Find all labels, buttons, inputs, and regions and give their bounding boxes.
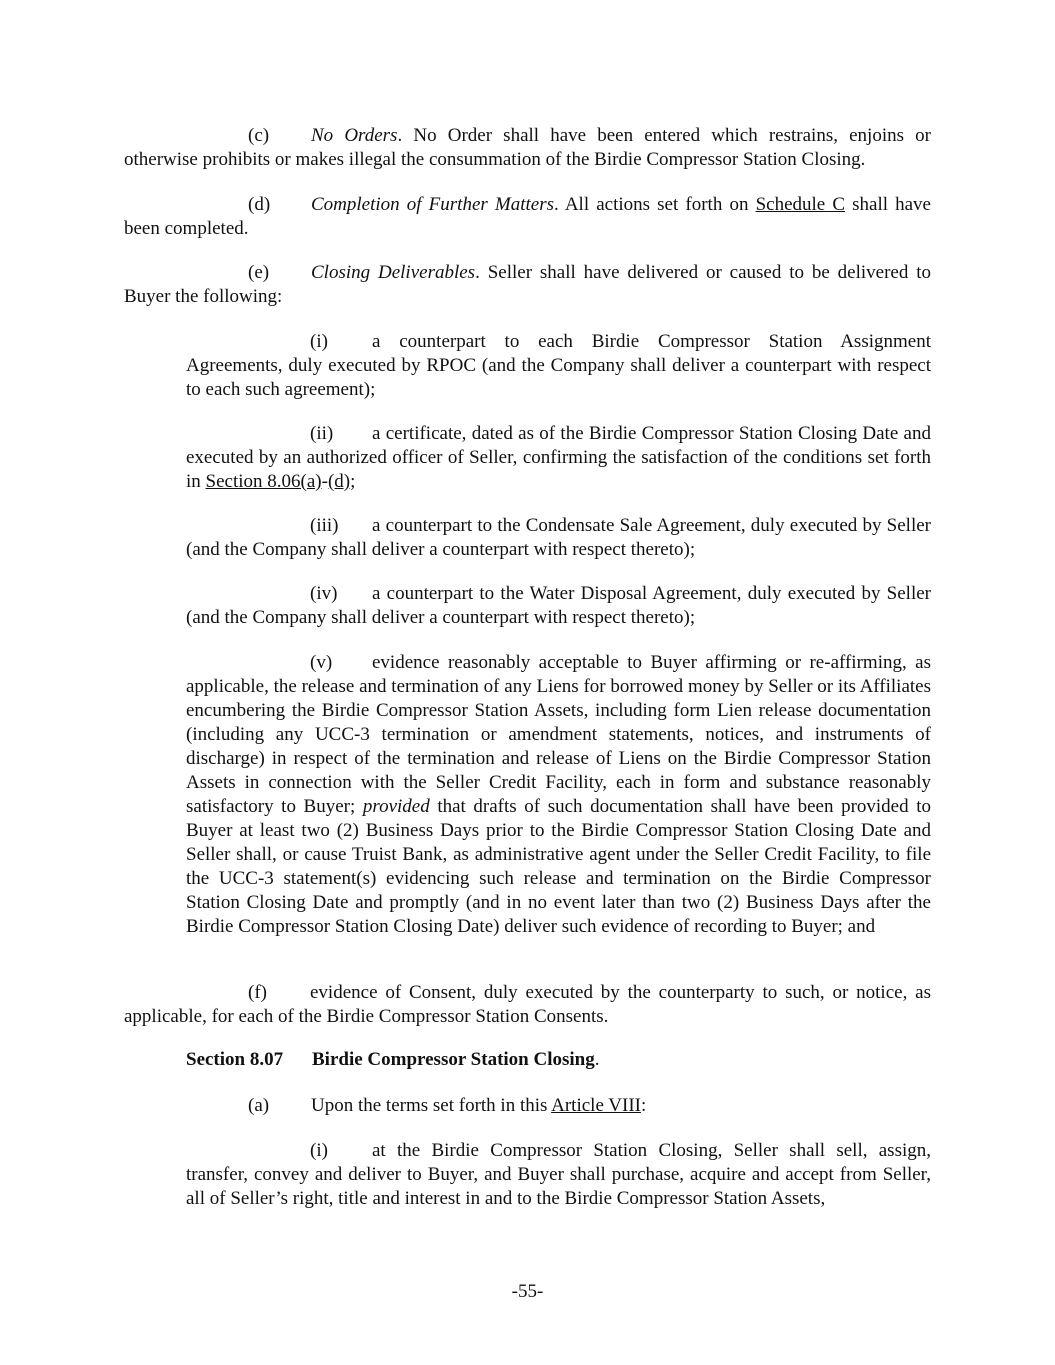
paragraph-e-ii: [186, 422, 931, 494]
article-viii-reference: Article VIII: [551, 1095, 641, 1116]
section-number: Section 8.07: [186, 1049, 284, 1070]
paragraph-title: Completion of Further Matters: [311, 194, 555, 215]
section-heading: [186, 1048, 600, 1072]
paragraph-text: a counterpart to the Water Disposal Agreement, duly executed by Seller (and the Company shall deliver a counterpart with respect thereto);: [186, 583, 931, 628]
paragraph-text: :: [641, 1095, 647, 1116]
paragraph-text: Upon the terms set forth in this: [311, 1095, 552, 1116]
paragraph-label: (c): [248, 125, 270, 146]
paragraph-e-i: [186, 330, 931, 402]
paragraph-e-iii: [186, 514, 931, 562]
paragraph-text: . No Order shall have been entered which restrains, enjoins or otherwise prohibits or makes illegal the consummation of the Birdie Compressor Station Closing.: [124, 125, 931, 170]
paragraph-text: evidence reasonably acceptable to Buyer affirming or re-affirming, as applicable, the release and termination of any Liens for borrowed money by Seller or its Affiliates encumbering the Birdie Compressor Station Assets, including form Lien release documentation (including any UCC-3 termination or amendment statements, notices, and instruments of discharge) in respect of the termination and release of Liens on the Birdie Compressor Station Assets in connection with the Seller Credit Facility, each in form and substance reasonably satisfactory to Buyer;: [186, 652, 931, 817]
paragraph-label: (iii): [310, 515, 339, 536]
page-number: -55-: [511, 1281, 544, 1302]
paragraph-text: shall have been completed.: [124, 194, 931, 239]
paragraph-title: Closing Deliverables: [311, 262, 476, 283]
paragraph-text: -: [321, 471, 328, 492]
paragraph-title: No Orders: [311, 125, 398, 146]
paragraph-text: a certificate, dated as of the Birdie Compressor Station Closing Date and executed by an authorized officer of Seller, confirming the satisfaction of the conditions set forth in: [186, 423, 931, 492]
section-paragraph-a: [248, 1094, 646, 1118]
paragraph-label: (iv): [310, 583, 338, 604]
paragraph-text: . Seller shall have delivered or caused to be delivered to Buyer the following:: [124, 262, 931, 307]
paragraph-text: a counterpart to each Birdie Compressor Station Assignment Agreements, duly executed by RPOC (and the Company shall deliver a counterpart with respect to each such agreement);: [186, 331, 931, 400]
paragraph-label: (i): [310, 331, 328, 352]
schedule-c-reference: Schedule C: [755, 194, 845, 215]
paragraph-label: (ii): [310, 423, 334, 444]
paragraph-text: evidence of Consent, duly executed by the counterparty to such, or notice, as applicable, for each of the Birdie Compressor Station Consents.: [124, 982, 931, 1027]
section-title: Birdie Compressor Station Closing: [312, 1049, 595, 1070]
paragraph-text: that drafts of such documentation shall have been provided to Buyer at least two (2) Business Days prior to the Birdie Compressor Station Closing Date and Seller shall, or cause Truist Bank, as administrative agent under the Seller Credit Facility, to file the UCC-3 statement(s) evidencing such release and termination on the Birdie Compressor Station Closing Date and promptly (and in no event later than two (2) Business Days after the Birdie Compressor Station Closing Date) deliver such evidence of recording to Buyer; and: [186, 796, 931, 937]
paragraph-d: [124, 193, 931, 241]
section-8-06a-reference: Section 8.06(a): [205, 471, 322, 492]
section-paragraph-a-i: [186, 1139, 931, 1211]
paragraph-f: [124, 981, 931, 1029]
paragraph-text: . All actions set forth on: [554, 194, 756, 215]
paragraph-label: (d): [248, 194, 271, 215]
paragraph-e: [124, 261, 931, 309]
section-d-reference: (d): [327, 471, 351, 492]
paragraph-label: (e): [248, 262, 270, 283]
paragraph-e-iv: [186, 582, 931, 630]
paragraph-text: at the Birdie Compressor Station Closing, Seller shall sell, assign, transfer, convey and deliver to Buyer, and Buyer shall purchase, acquire and accept from Seller, all of Seller’s right, title and interest in and to the Birdie Compressor Station Assets,: [186, 1140, 931, 1209]
paragraph-e-v: [186, 651, 931, 939]
paragraph-text: ;: [350, 471, 356, 492]
paragraph-label: (f): [248, 982, 267, 1003]
paragraph-text: a counterpart to the Condensate Sale Agreement, duly executed by Seller (and the Company shall deliver a counterpart with respect thereto);: [186, 515, 931, 560]
paragraph-label: (i): [310, 1140, 328, 1161]
paragraph-label: (a): [248, 1095, 270, 1116]
section-title-period: .: [594, 1049, 600, 1070]
paragraph-c: [124, 124, 931, 172]
paragraph-label: (v): [310, 652, 333, 673]
provided-term: provided: [362, 796, 430, 817]
